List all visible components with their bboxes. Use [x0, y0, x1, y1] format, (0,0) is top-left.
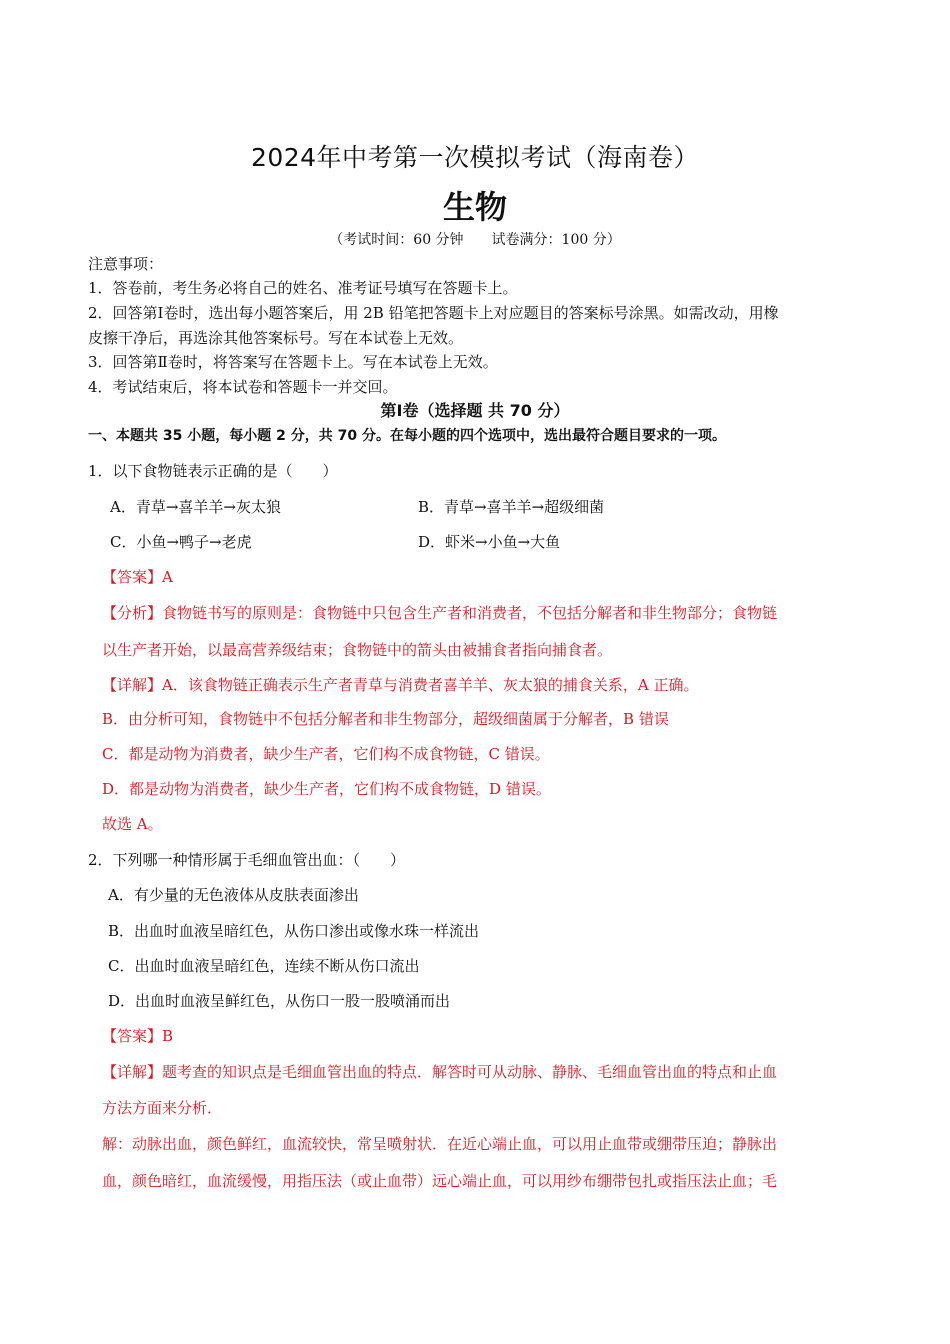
q1-detail-c: C．都是动物为消费者，缺少生产者，它们构不成食物链，C 错误。 [102, 745, 550, 763]
q2-option-d: D．出血时血液呈鲜红色，从伤口一股一股喷涌而出 [108, 992, 451, 1010]
notes-heading: 注意事项： [88, 255, 164, 273]
q2-explain-line-2: 血，颜色暗红，血流缓慢，用指压法（或止血带）远心端止血，可以用纱布绷带包扎或指压法止血；毛 [102, 1172, 778, 1190]
q1-detail-a [102, 675, 698, 695]
q1-detail-d: D．都是动物为消费者，缺少生产者，它们构不成食物链，D 错误。 [102, 780, 551, 798]
answer-tag: 【答案】 [102, 568, 163, 586]
detail-tag: 【详解】 [102, 1063, 163, 1081]
detail-tag: 【详解】 [102, 676, 163, 694]
question-1-stem: 1．以下食物链表示正确的是（ ） [88, 462, 338, 480]
q1-option-c: C．小鱼→鸭子→老虎 [110, 533, 252, 551]
answer-tag: 【答案】 [102, 1027, 163, 1045]
notes-item: 4．考试结束后，将本试卷和答题卡一并交回。 [88, 378, 398, 396]
section-instruction: 一、本题共 35 小题，每小题 2 分，共 70 分。在每小题的四个选项中，选出最符合题目要求的一项。 [88, 428, 726, 444]
q2-detail-line-1 [102, 1062, 777, 1082]
notes-item: 皮擦干净后，再选涂其他答案标号。写在本试卷上无效。 [88, 329, 464, 347]
q1-conclusion: 故选 A。 [102, 815, 163, 833]
q1-option-d: D．虾米→小鱼→大鱼 [418, 533, 561, 551]
q1-option-b: B．青草→喜羊羊→超级细菌 [418, 498, 605, 516]
q2-option-b: B．出血时血液呈暗红色，从伤口渗出或像水珠一样流出 [108, 922, 480, 940]
section-title: 第Ⅰ卷（选择题 共 70 分） [380, 401, 570, 420]
answer-value: A [162, 568, 173, 586]
subject-title: 生物 [442, 188, 507, 226]
q2-explain-line-1: 解：动脉出血，颜色鲜红，血流较快，常呈喷射状．在近心端止血，可以用止血带或绷带压迫；静脉出 [102, 1135, 778, 1153]
analysis-text: 食物链书写的原则是：食物链中只包含生产者和消费者，不包括分解者和非生物部分；食物链 [162, 604, 778, 622]
notes-item: 1．答卷前，考生务必将自己的姓名、准考证号填写在答题卡上。 [88, 279, 518, 297]
notes-item: 3．回答第Ⅱ卷时，将答案写在答题卡上。写在本试卷上无效。 [88, 353, 498, 371]
q2-detail-line-2: 方法方面来分析． [102, 1099, 223, 1117]
exam-title: 2024年中考第一次模拟考试（海南卷） [250, 143, 700, 172]
analysis-tag: 【分析】 [102, 604, 163, 622]
detail-text: 题考查的知识点是毛细血管出血的特点．解答时可从动脉、静脉、毛细血管出血的特点和止血 [162, 1063, 778, 1081]
notes-item: 2．回答第Ⅰ卷时，选出每小题答案后，用 2B 铅笔把答题卡上对应题目的答案标号涂黑。如需改动，用橡 [88, 304, 779, 322]
q1-analysis-line-2: 以生产者开始，以最高营养级结束；食物链中的箭头由被捕食者指向捕食者。 [102, 641, 613, 659]
answer-value: B [162, 1027, 174, 1045]
exam-meta: （考试时间：60 分钟 试卷满分：100 分） [329, 232, 621, 248]
q1-analysis-line-1 [102, 603, 777, 623]
q2-option-a: A．有少量的无色液体从皮肤表面渗出 [108, 886, 359, 904]
q1-option-a: A．青草→喜羊羊→灰太狼 [110, 498, 281, 516]
q2-option-c: C．出血时血液呈暗红色，连续不断从伤口流出 [108, 957, 420, 975]
q2-answer [102, 1026, 173, 1046]
q1-answer [102, 567, 173, 587]
q1-detail-b: B．由分析可知，食物链中不包括分解者和非生物部分，超级细菌属于分解者，B 错误 [102, 710, 669, 728]
question-2-stem: 2．下列哪一种情形属于毛细血管出血：（ ） [88, 851, 406, 869]
detail-text: A．该食物链正确表示生产者青草与消费者喜羊羊、灰太狼的捕食关系，A 正确。 [162, 676, 699, 694]
